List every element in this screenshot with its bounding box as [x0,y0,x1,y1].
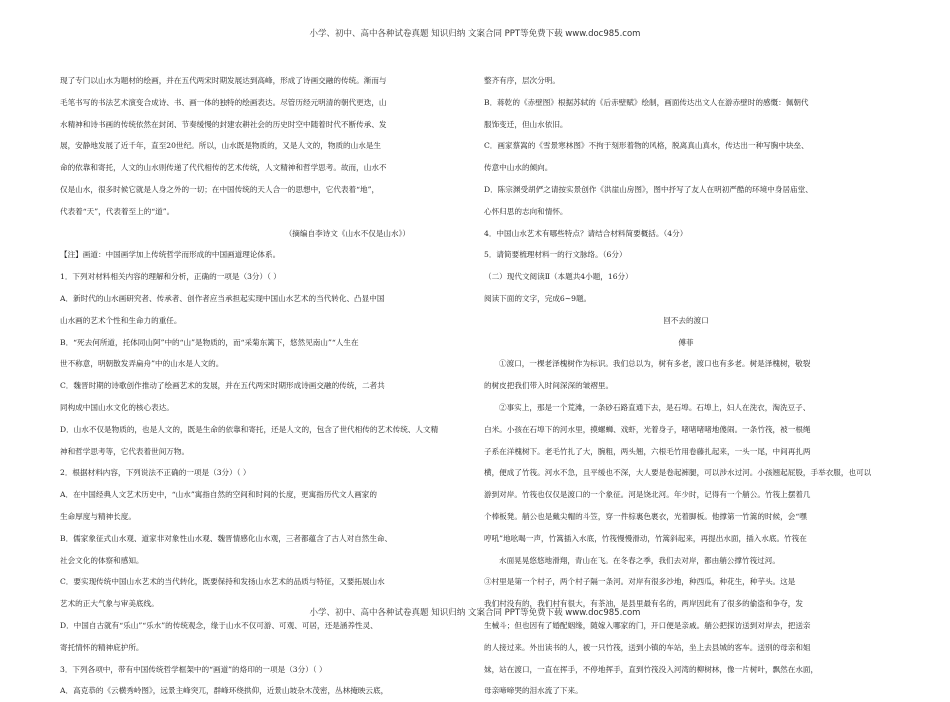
right-text-line: 5．请简要梳理材料一的行文脉络。（6分） [484,250,627,260]
left-text-line: 1．下列对材料相关内容的理解和分析，正确的一项是（3分）（ ） [60,272,281,282]
left-text-line: 社会文化的体察和感知。 [60,555,144,565]
right-text-line: 哼吼”地吆喝一声，竹篙插入水底，竹筏慢慢滑动，竹篙斜起来，再提出水面，插入水底。竹筏在 [484,533,807,543]
right-text-line: ③村里是第一个村子，两个村子隔一条河。对岸有很多沙地，种西瓜，种花生，种芋头。这是 [484,577,796,587]
right-text-line: （二）现代文阅读Ⅱ（本题共4小题，16分） [484,272,633,282]
left-text-line: D．中国自古就有“乐山”“乐水”的传统观念，缘于山水不仅可游、可观、可居，还是涵养性灵、 [60,620,378,630]
left-text-line: C．魏晋时期的诗歌创作推动了绘画艺术的发展，并在五代两宋时期形成诗画交融的传统，二者共 [60,381,385,391]
left-text-line: 毛笔书写的书法艺术演变合成诗、书、画一体的独特的绘画表达。尽管历经元明清的朝代更迭，山 [60,97,387,107]
right-text-line: 整齐有序，层次分明。 [484,76,560,85]
right-text-line: ①渡口，一棵老泽槐树作为标识。我们总以为，树有多老，渡口也有多老。树是泽槐树，敬裂 [499,359,811,369]
left-text-line: 寄托情怀的精神庇护所。 [60,642,144,652]
right-text-line: 服饰变迁，但山水依旧。 [484,119,568,129]
right-text-line: ②事实上，那是一个荒滩，一条砂石路直通下去，是石埠。石埠上，妇人在洗衣，淘洗豆子、 [499,402,811,412]
left-text-line: B．“死去何所道，托体同山阿”中的“山”是物质的，而“采菊东篱下，悠然见南山”“人生在 [60,337,359,347]
right-text-line: 的人接过来。外出读书的人，被一只竹筏，送到小镇的车站，坐上去县城的客车。送别的母亲和姐 [484,642,811,652]
left-text-line: 生命厚度与精神长度。 [60,511,136,521]
right-text-line: 水面晃晃悠悠地滑翔，青山在飞。在冬春之季，我们去对岸，都由艄公撑竹筏过河。 [499,555,780,565]
left-text-line: B．儒家象征式山水观、道家非对象性山水观、魏晋情感化山水观，三者都蕴含了古人对自然生命、 [60,533,393,543]
right-text-line: 的树皮把我们带入时间深深的皱褶里。 [484,381,614,391]
right-text-line: 傅菲 [678,337,694,347]
left-text-line: C．要实现传统中国山水艺术的当代转化，既要保持和发扬山水艺术的品质与特征，又要拓展山水 [60,577,385,587]
left-text-line: 现了专门以山水为题材的绘画，并在五代两宋时期发展达到高峰，形成了诗画交融的传统。渐而与 [60,76,387,85]
right-text-line: 阅读下面的文字，完成6~9题。 [484,293,592,303]
left-text-line: 【注】画道：中国画学加上传统哲学而形成的中国画道理论体系。 [60,250,281,260]
right-text-line: D．陈宗渊受胡俨之请按实景创作《洪崖山房图》，图中抒写了友人在明初严酷的环境中身居庙堂、 [484,184,813,194]
right-text-line: 传意中山水的倾向。 [484,163,553,173]
right-text-line: B．蒋乾的《赤壁图》根据苏轼的《后赤壁赋》绘制，画面传达出文人在游赤壁时的感慨：佩朝代 [484,97,809,107]
right-text-line: 4．中国山水艺术有哪些特点？请结合材料简要概括。（4分） [484,228,688,238]
left-text-line: D．山水不仅是物质的，也是人文的，既是生命的依靠和寄托，还是人文的，包含了世代相传的艺术传统、人文精 [60,424,439,434]
left-text-line: 代表着“天”，代表着至上的“道”。 [60,206,175,216]
left-text-line: A．高克恭的《云横秀岭图》，远景主峰突兀，群峰环绕拱仰，近景山坡杂木茂密，丛林掩映云底， [60,686,389,696]
page-header: 小学、初中、高中各种试卷真题 知识归纳 文案合同 PPT等免费下载 www.doc985.com [309,29,641,39]
right-text-line: 游到对岸。竹筏也仅仅是渡口的一个象征。河是饶北河。年少时，记得有一个艄公。竹筏上摆着几 [484,490,811,500]
left-text-line: 3．下列各项中，带有中国传统哲学框架中的“画道”的烙印的一项是（3分）（ ） [60,664,327,674]
right-text-line: 子系在洋槐树下。老毛竹扎了大，腕粗，两头翘，六根毛竹用卷藤扎起来，一头一尾，中间再扎两 [484,446,811,456]
left-text-line: 同构成中国山水文化的核心表达。 [60,402,174,412]
left-text-line: 2．根据材料内容，下列说法不正确的一项是（3分）（ ） [60,468,251,478]
left-text-line: 展，安静地发展了近千年，直至20世纪。所以，山水既是物质的，又是人文的，物质的山水是生 [60,141,382,151]
left-text-line: 水精神和诗书画的传统依然在封闭、节奏缓慢的封建农耕社会的历史时空中随着时代不断传承、发 [60,119,387,129]
right-text-line: 横，便成了竹筏。河水不急，且平缓也不深，大人要是卷起裤腿，可以涉水过河。小孩翘起屁股，手举衣服，也可以 [484,468,872,478]
left-text-line: 命的依靠和寄托，人文的山水则传递了代代相传的艺术传统，人文精神和哲学思考。故而，山水不 [60,163,387,173]
right-text-line: 心怀归思的志向和情怀。 [484,206,568,216]
left-text-line: （摘编自李诗文《山水不仅是山水》） [284,228,410,238]
right-text-line: 妹，站在渡口，一直在挥手，不停地挥手，直到竹筏没入河湾的柳树林，像一片树叶，飘然在水面， [484,664,819,674]
right-text-line: 回不去的渡口 [663,315,709,325]
left-text-line: 山水画的艺术个性和生命力的重任。 [60,315,182,325]
left-text-line: 仅是山水，很多时候它就是人身之外的一切；在中国传统的天人合一的思想中，它代表着“地”， [60,184,380,194]
right-text-line: 白米。小孩在石埠下的河水里，摸螺蛳、戏虾，光着身子，啫啫啫啫地傻闹。一条竹筏，被一根绳 [484,424,811,434]
left-text-line: 神和哲学思考等，它代表着世间万物。 [60,446,190,456]
left-text-line: A．新时代的山水画研究者、传承者、创作者应当承担起实现中国山水艺术的当代转化、凸显中国 [60,293,385,303]
right-text-line: 生械斗；但也因有了婚配姻缘，随嫁入哪家的门，开口便是亲戚。艄公把探访送到对岸去，把送亲 [484,620,811,630]
left-text-line: 世不称意，明朝散发弄扁舟”中的山水是人文的。 [60,359,224,369]
page-footer: 小学、初中、高中各种试卷真题 知识归纳 文案合同 PPT等免费下载 www.doc985.com [309,608,641,618]
right-text-line: 母亲啼啼哭的泪水流了下来。 [484,686,583,696]
left-text-line: A．在中国经典人文艺术历史中，“山水”寓指自然的空间和时间的长度，更寓指历代文人画家的 [60,490,377,500]
right-text-line: 我们村没有的，我们村有很大，有茶油，是县里最有名的，两岸因此有了很多的偷盗和争夺，发 [484,599,803,609]
right-text-line: 个棒板凳。艄公也是戴尖帽的斗笠，穿一件棕裏色裹衣，光着脚板。他撑第一竹篙的时候，会“嘿 [484,511,807,521]
right-text-line: C．画家蔡嵩的《雪景寒林图》不拘于刻形着物的风格，脱离真山真水，传达出一种写胸中块垒、 [484,141,809,151]
left-text-line: 艺术的正大气象与审美底线。 [60,599,159,609]
